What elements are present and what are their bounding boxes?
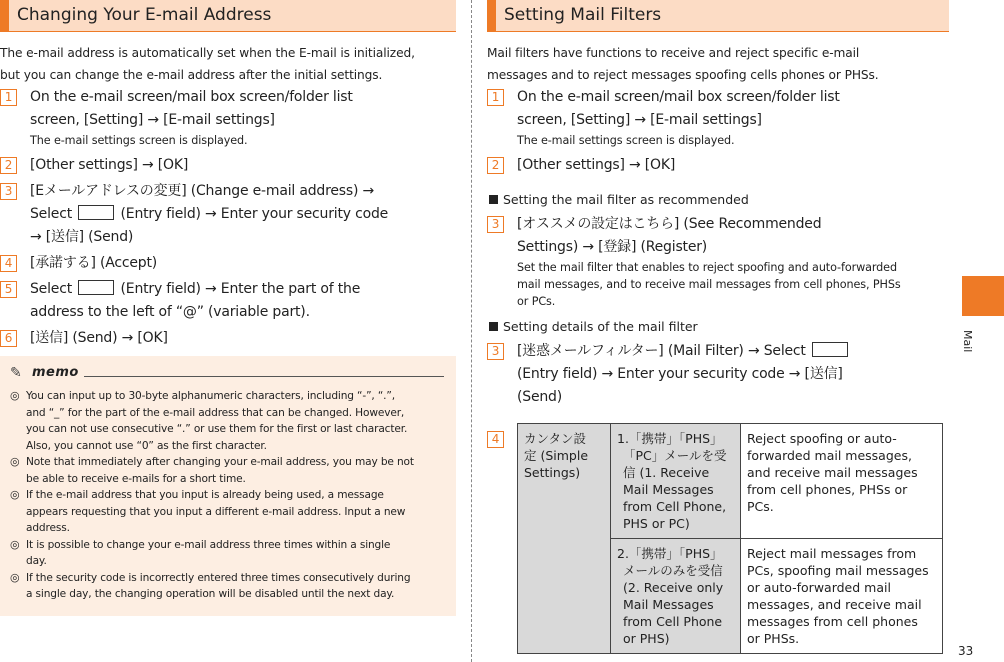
memo-item: ◎ If the security code is incorrectly entered three times consecutively during a single day, the changing operation will be disabled until the next day.: [10, 570, 411, 600]
step-2: 2 [Other settings] → [OK]: [487, 154, 949, 177]
step-number: 5: [0, 281, 17, 298]
table-cell-option-1-desc: Reject spoofing or auto- forwarded mail messages, and receive mail messages from cell phones, PHSs or PCs.: [741, 424, 943, 539]
section-title-mail-filters: Setting Mail Filters: [487, 0, 949, 32]
step-1: 1 On the e-mail screen/mail box screen/folder list screen, [Setting] → [E-mail settings]: [0, 86, 456, 132]
step-2: 2 [Other settings] → [OK]: [0, 154, 456, 177]
step-number: 2: [487, 157, 504, 174]
square-bullet-icon: [489, 322, 498, 331]
table-cell-simple-settings: カンタン設 定 (Simple Settings): [518, 424, 611, 654]
subsection-details: Setting details of the mail filter: [487, 316, 949, 338]
step-number: 2: [0, 157, 17, 174]
memo-item: ◎ You can input up to 30-byte alphanumeric characters, including “-”, “.”, and “_” for the part of the e-mail address that can be changed. However, you can not use consecutive “.” or use them for the first or last character. Also, you cannot use “0” as the first character.: [10, 389, 408, 452]
chapter-tab-label: Mail: [961, 330, 974, 353]
filter-options-table: [517, 423, 943, 654]
memo-item: ◎ If the e-mail address that you input is already being used, a message appears requesting that you input a different e-mail address. Input a new address.: [10, 488, 406, 534]
column-divider: [471, 0, 472, 662]
step-3-details: 3 [迷惑メールフィルター] (Mail Filter) → Select (Entry field) → Enter your security code → [送信] (Send): [487, 340, 949, 409]
entry-field-box: [78, 280, 114, 295]
memo-item: ◎ Note that immediately after changing your e-mail address, you may be not be able to receive e-mails for a short time.: [10, 455, 414, 485]
table-cell-option-1: 1.「携帯」「PHS」 「PC」メールを受 信 (1. Receive Mail Messages from Cell Phone, PHS or PC): [611, 424, 741, 539]
page-number: 33: [958, 644, 974, 658]
step-4: 4 [承諾する] (Accept): [0, 252, 456, 275]
step-6: 6 [送信] (Send) → [OK]: [0, 327, 456, 350]
memo-bullet-icon: ◎: [10, 389, 20, 402]
memo-bullet-icon: ◎: [10, 537, 20, 551]
chapter-tab-marker: [962, 276, 1004, 316]
entry-field-box: [78, 205, 114, 220]
table-cell-option-2-desc: Reject mail messages from PCs, spoofing mail messages or auto-forwarded mail messages, and receive mail messages from cell phones or PHSs.: [741, 539, 943, 654]
step-number: 3: [0, 183, 17, 200]
step-number: 4: [0, 255, 17, 272]
intro-text: The e-mail address is automatically set when the E-mail is initialized, but you can change the e-mail address after the initial settings.: [0, 46, 415, 82]
step-1: 1 On the e-mail screen/mail box screen/folder list screen, [Setting] → [E-mail settings]: [487, 86, 949, 132]
step-number: 1: [487, 89, 504, 106]
left-column: [0, 0, 456, 350]
memo-header: [10, 362, 444, 388]
memo-bullet-icon: ◎: [10, 570, 20, 584]
step-1-note: The e-mail settings screen is displayed.: [30, 134, 248, 147]
memo-box: [0, 356, 456, 616]
right-column: [487, 0, 949, 646]
step-number: 6: [0, 330, 17, 347]
step-5: 5 Select (Entry field) → Enter the part of the address to the left of “@” (variable part).: [0, 278, 456, 324]
memo-item: ◎ It is possible to change your e-mail address three times within a single day.: [10, 537, 391, 567]
table-row: [518, 424, 943, 539]
step-number: 3: [487, 343, 504, 360]
section-title-change-email: Changing Your E-mail Address: [0, 0, 456, 32]
entry-field-box: [812, 342, 848, 357]
subsection-recommended: Setting the mail filter as recommended: [487, 189, 949, 211]
pencil-icon: ✎: [10, 365, 22, 381]
intro-text: Mail filters have functions to receive and reject specific e-mail messages and to reject messages spoofing cells phones or PHSs.: [487, 46, 879, 82]
step-3-recommended: 3 [オススメの設定はこちら] (See Recommended Settings) → [登録] (Register): [487, 213, 949, 259]
square-bullet-icon: [489, 195, 498, 204]
step-3-note: Set the mail filter that enables to reject spoofing and auto-forwarded mail messages, and to receive mail messages from cell phones, PHSs or PCs.: [517, 261, 901, 308]
memo-bullet-icon: ◎: [10, 455, 20, 468]
memo-title: memo: [32, 365, 79, 380]
memo-divider: [84, 376, 444, 377]
step-number: 3: [487, 216, 504, 233]
memo-bullet-icon: ◎: [10, 488, 20, 501]
step-1-note: The e-mail settings screen is displayed.: [517, 134, 735, 147]
step-number: 4: [487, 431, 504, 448]
table-cell-option-2: 2.「携帯」「PHS」 メールのみを受信 (2. Receive only Mail Messages from Cell Phone or PHS): [611, 539, 741, 654]
step-number: 1: [0, 89, 17, 106]
step-3: 3 [Eメールアドレスの変更] (Change e-mail address) → Select (Entry field) → Enter your security code → [送信] (Send): [0, 180, 456, 249]
